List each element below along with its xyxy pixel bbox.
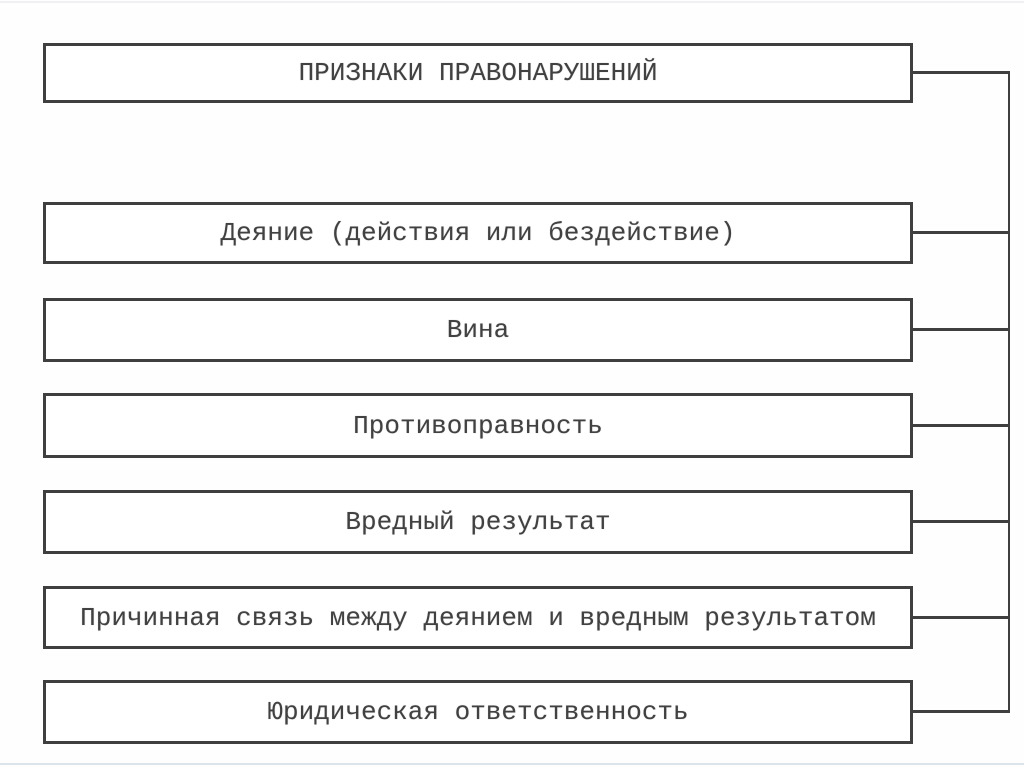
diagram-box-act	[43, 202, 913, 264]
diagram-box-label: Вредный результат	[345, 507, 611, 537]
diagram-box-label: Деяние (действия или бездействие)	[220, 218, 736, 248]
diagram-box-title	[43, 43, 913, 103]
connector-stub-title	[910, 71, 1010, 74]
connector-rail-vertical	[1008, 71, 1010, 713]
connector-stub-causal-link	[910, 616, 1010, 619]
connector-stub-harmful-result	[910, 520, 1010, 523]
connector-stub-wrongfulness	[910, 424, 1010, 427]
diagram-title-label: ПРИЗНАКИ ПРАВОНАРУШЕНИЙ	[298, 58, 658, 88]
diagram-box-causal-link	[43, 586, 913, 649]
slide-bottom-edge	[0, 763, 1024, 765]
diagram-box-label: Причинная связь между деянием и вредным результатом	[80, 602, 876, 633]
diagram-box-wrongfulness	[43, 393, 913, 458]
connector-stub-guilt	[910, 328, 1010, 331]
connector-stub-legal-responsibility	[910, 710, 1010, 713]
diagram-box-label: Противоправность	[353, 410, 603, 441]
diagram-box-guilt	[43, 298, 913, 362]
diagram-box-legal-responsibility	[43, 680, 913, 744]
slide-top-edge	[0, 1, 1024, 3]
diagram-box-label: Вина	[446, 315, 510, 345]
diagram-box-label: Юридическая ответственность	[267, 697, 689, 727]
diagram-box-harmful-result	[43, 490, 913, 554]
connector-stub-act	[910, 231, 1010, 234]
